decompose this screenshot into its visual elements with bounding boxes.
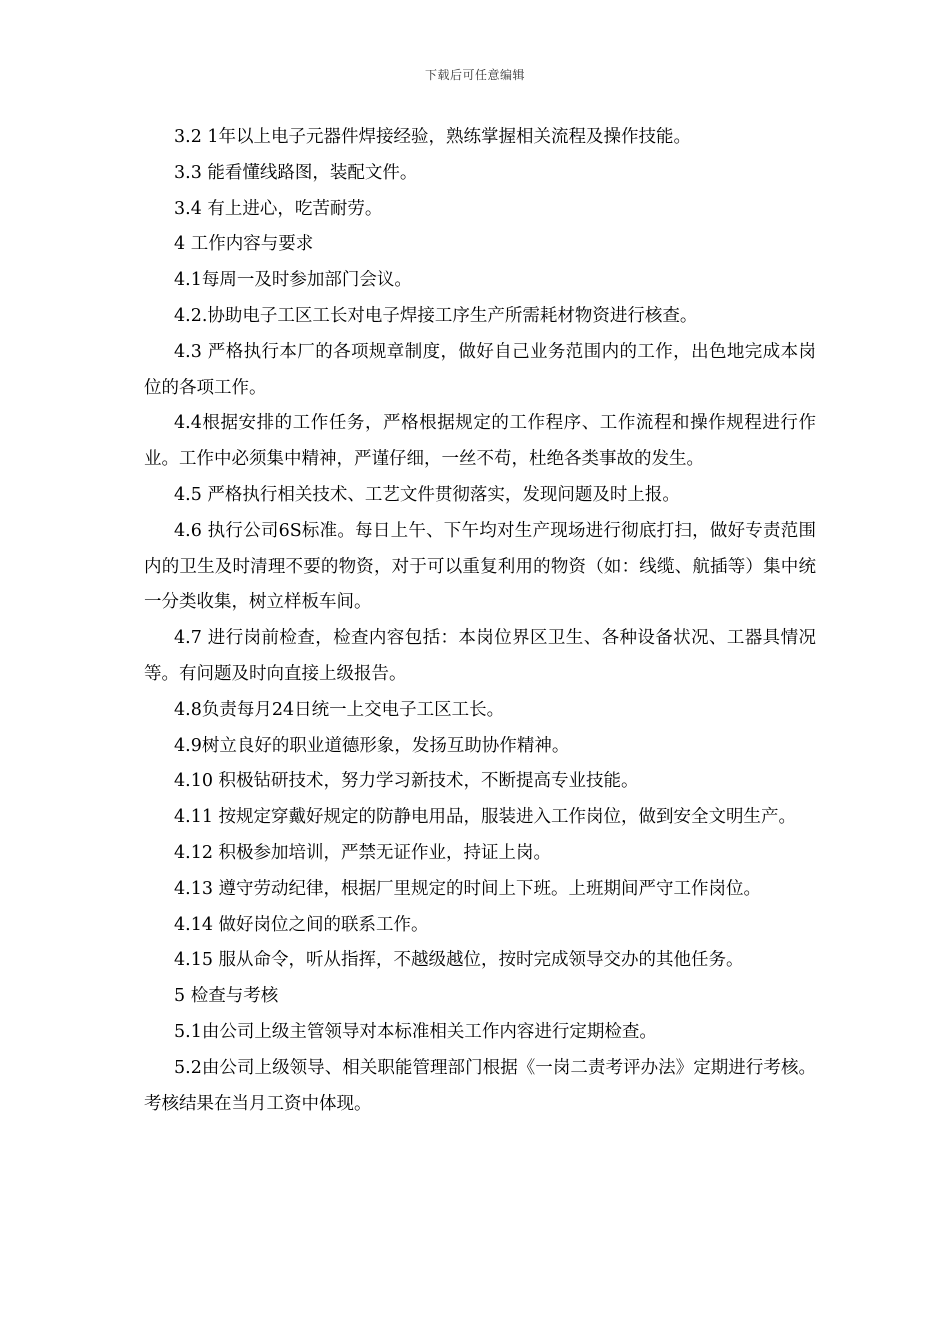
- paragraph-5-2: 5.2由公司上级领导、相关职能管理部门根据《一岗二责考评办法》定期进行考核。考核结果在当月工资中体现。: [144, 1057, 816, 1114]
- document-body: [144, 120, 816, 1122]
- paragraph-4-9: 4.9树立良好的职业道德形象，发扬互助协作精神。: [174, 735, 570, 756]
- paragraph-3-4: 3.4 有上进心，吃苦耐劳。: [174, 198, 383, 219]
- paragraph-4-13: 4.13 遵守劳动纪律，根据厂里规定的时间上下班。上班期间严守工作岗位。: [174, 878, 762, 899]
- paragraph-4-8: 4.8负责每月24日统一上交电子工区工长。: [174, 699, 505, 720]
- paragraph-4-10: 4.10 积极钻研技术，努力学习新技术，不断提高专业技能。: [174, 771, 639, 792]
- paragraph-4-7: 4.7 进行岗前检查，检查内容包括：本岗位界区卫生、各种设备状况、工器具情况等。有问题及时向直接上级报告。: [144, 628, 816, 684]
- paragraph-4-15: 4.15 服从命令，听从指挥，不越级越位，按时完成领导交办的其他任务。: [174, 950, 744, 971]
- paragraph-5-1: 5.1由公司上级主管领导对本标准相关工作内容进行定期检查。: [174, 1021, 657, 1042]
- paragraph-4-6: 4.6 执行公司6S标准。每日上午、下午均对生产现场进行彻底打扫，做好专责范围内的卫生及时清理不要的物资，对于可以重复利用的物资（如：线缆、航插等）集中统一分类收集，树立样板车间。: [144, 520, 816, 613]
- paragraph-4-1: 4.1每周一及时参加部门会议。: [174, 270, 412, 291]
- paragraph-4-2: 4.2.协助电子工区工长对电子焊接工序生产所需耗材物资进行核查。: [174, 305, 698, 326]
- paragraph-4-4: 4.4根据安排的工作任务，严格根据规定的工作程序、工作流程和操作规程进行作业。工作中必须集中精神，严谨仔细，一丝不苟，杜绝各类事故的发生。: [144, 413, 816, 470]
- section-heading-4: 4 工作内容与要求: [174, 234, 314, 255]
- paragraph-3-3: 3.3 能看懂线路图，装配文件。: [174, 162, 418, 183]
- paragraph-3-2: 3.2 1年以上电子元器件焊接经验，熟练掌握相关流程及操作技能。: [174, 127, 692, 147]
- paragraph-4-5: 4.5 严格执行相关技术、工艺文件贯彻落实，发现问题及时上报。: [174, 484, 680, 505]
- paragraph-4-3: 4.3 严格执行本厂的各项规章制度，做好自己业务范围内的工作，出色地完成本岗位的各项工作。: [144, 341, 816, 398]
- section-heading-5: 5 检查与考核: [174, 986, 279, 1007]
- paragraph-4-12: 4.12 积极参加培训，严禁无证作业，持证上岗。: [174, 842, 552, 863]
- paragraph-4-14: 4.14 做好岗位之间的联系工作。: [174, 914, 429, 935]
- page-header-note: 下载后可任意编辑: [424, 68, 525, 82]
- paragraph-4-11: 4.11 按规定穿戴好规定的防静电用品，服装进入工作岗位，做到安全文明生产。: [174, 807, 797, 828]
